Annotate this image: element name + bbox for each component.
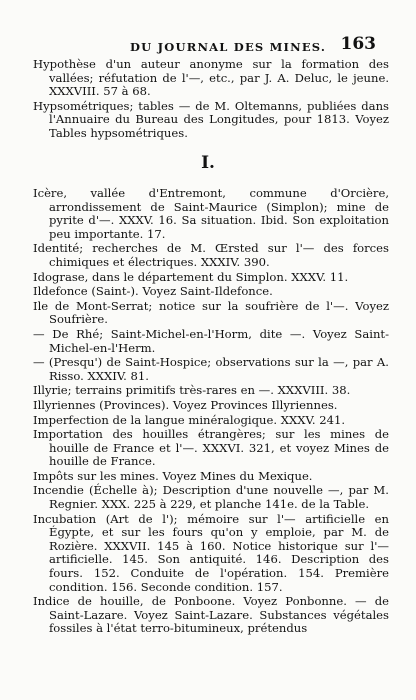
index-entry: Ile de Mont-Serrat; notice sur la soufrière de l'—. Voyez Soufrière. xyxy=(33,298,389,327)
index-entry: — De Rhé; Saint-Michel-en-l'Horm, dite —. Voyez Saint-Michel-en-l'Herm. xyxy=(33,326,389,355)
index-entry: Identité; recherches de M. Œrsted sur l'— des forces chimiques et électriques. XXXIV. 390. xyxy=(33,241,389,269)
page-number: 163 xyxy=(340,34,376,54)
index-entry: Impôts sur les mines. Voyez Mines du Mexique. xyxy=(33,468,313,483)
index-entry: Illyriennes (Provinces). Voyez Provinces Illyriennes. xyxy=(33,397,338,412)
index-entry: Idograse, dans le département du Simplon. XXXV. 11. xyxy=(33,269,349,284)
index-entry: — (Presqu') de Saint-Hospice; observations sur la —, par A. Risso. XXXIV. 81. xyxy=(33,355,389,383)
index-entry: Ildefonce (Saint-). Voyez Saint-Ildefonce. xyxy=(33,284,273,299)
top-entries xyxy=(33,58,389,142)
index-entries xyxy=(33,187,389,637)
index-entry: Indice de houille, de Ponboone. Voyez Ponbonne. — de Saint-Lazare. Voyez Saint-Lazare. Substances végétales fossiles à l'état terro-bitumineux, prétendus xyxy=(33,594,389,636)
index-entry: Imperfection de la langue minéralogique. XXXV. 241. xyxy=(33,412,346,427)
index-entry: Illyrie; terrains primitifs très-rares en —. XXXVIII. 38. xyxy=(33,383,351,398)
index-entry: Incendie (Échelle à); Description d'une nouvelle —, par M. Regnier. XXX. 225 à 229, et planche 141e. de la Table. xyxy=(33,483,389,512)
index-entry: Incubation (Art de l'); mémoire sur l'— artificielle en Égypte, et sur les fours qu'on y emploie, par M. de Rozière. XXXVII. 145 à 160. Notice historique sur l'— artificielle. 145. Son antiquité. 146. Description des fours. 152. Conduite de l'opération. 154. Première condition. 156. Seconde condition. 157. xyxy=(33,511,389,594)
index-entry: Icère, vallée d'Entremont, commune d'Orcière, arrondissement de Saint-Maurice (Simplon); mine de pyrite d'—. XXXV. 16. Sa situation. Ibid. Son exploitation peu importante. 17. xyxy=(33,186,389,241)
section-letter: I. xyxy=(201,153,215,173)
page-header xyxy=(0,34,416,58)
index-entry: Hypothèse d'un auteur anonyme sur la formation des vallées; réfutation de l'—, etc., par J. A. Deluc, le jeune. XXXVIII. 57 à 68. xyxy=(33,57,389,99)
index-entry: Importation des houilles étrangères; sur les mines de houille de France et l'—. XXXVI. 321, et voyez Mines de houille de France. xyxy=(33,427,389,469)
running-title: DU JOURNAL DES MINES. xyxy=(130,40,327,54)
index-entry: Hypsométriques; tables — de M. Oltemanns, publiées dans l'Annuaire du Bureau des Longitudes, pour 1813. Voyez Tables hypsométriques. xyxy=(33,98,389,140)
